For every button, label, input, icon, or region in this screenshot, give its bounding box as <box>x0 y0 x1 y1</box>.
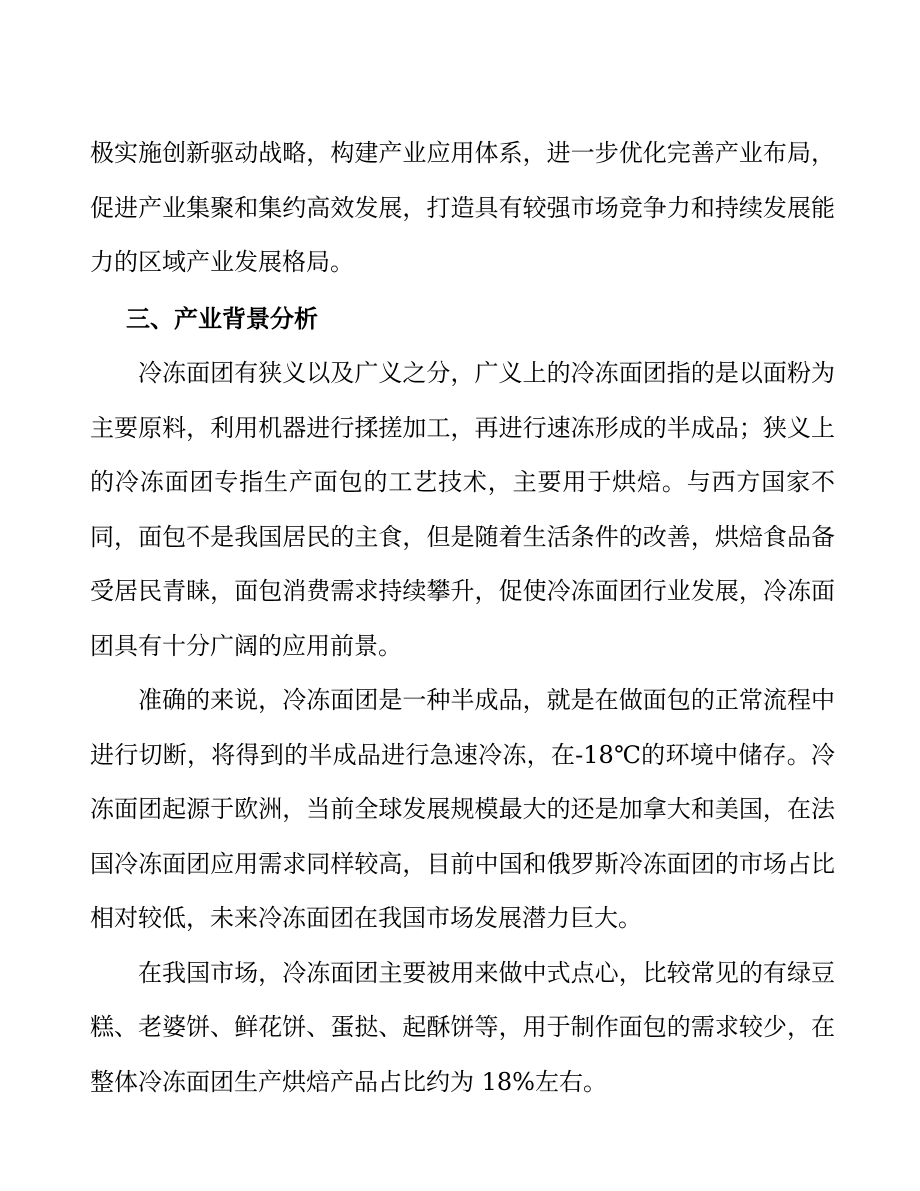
body-paragraph: 在我国市场，冷冻面团主要被用来做中式点心，比较常见的有绿豆糕、老婆饼、鲜花饼、蛋挞、起酥饼等，用于制作面包的需求较少，在整体冷冻面团生产烘焙产品占比约为 18%左右。 <box>90 958 835 1096</box>
document-body <box>90 126 835 1109</box>
continued-paragraph: 极实施创新驱动战略，构建产业应用体系，进一步优化完善产业布局，促进产业集聚和集约高效发展，打造具有较强市场竞争力和持续发展能力的区域产业发展格局。 <box>90 139 835 276</box>
section-heading: 三、产业背景分析 <box>126 304 318 333</box>
body-paragraph: 准确的来说，冷冻面团是一种半成品，就是在做面包的正常流程中进行切断，将得到的半成品进行急速冷冻，在-18℃的环境中储存。冷冻面团起源于欧洲，当前全球发展规模最大的还是加拿大和美国，在法国冷冻面团应用需求同样较高，目前中国和俄罗斯冷冻面团的市场占比相对较低，未来冷冻面团在我国市场发展潜力巨大。 <box>90 686 835 932</box>
body-paragraph: 冷冻面团有狭义以及广义之分，广义上的冷冻面团指的是以面粉为主要原料，利用机器进行揉搓加工，再进行速冻形成的半成品；狭义上的冷冻面团专指生产面包的工艺技术，主要用于烘焙。与西方国家不同，面包不是我国居民的主食，但是随着生活条件的改善，烘焙食品备受居民青睐，面包消费需求持续攀升，促使冷冻面团行业发展，冷冻面团具有十分广阔的应用前景。 <box>90 359 835 660</box>
